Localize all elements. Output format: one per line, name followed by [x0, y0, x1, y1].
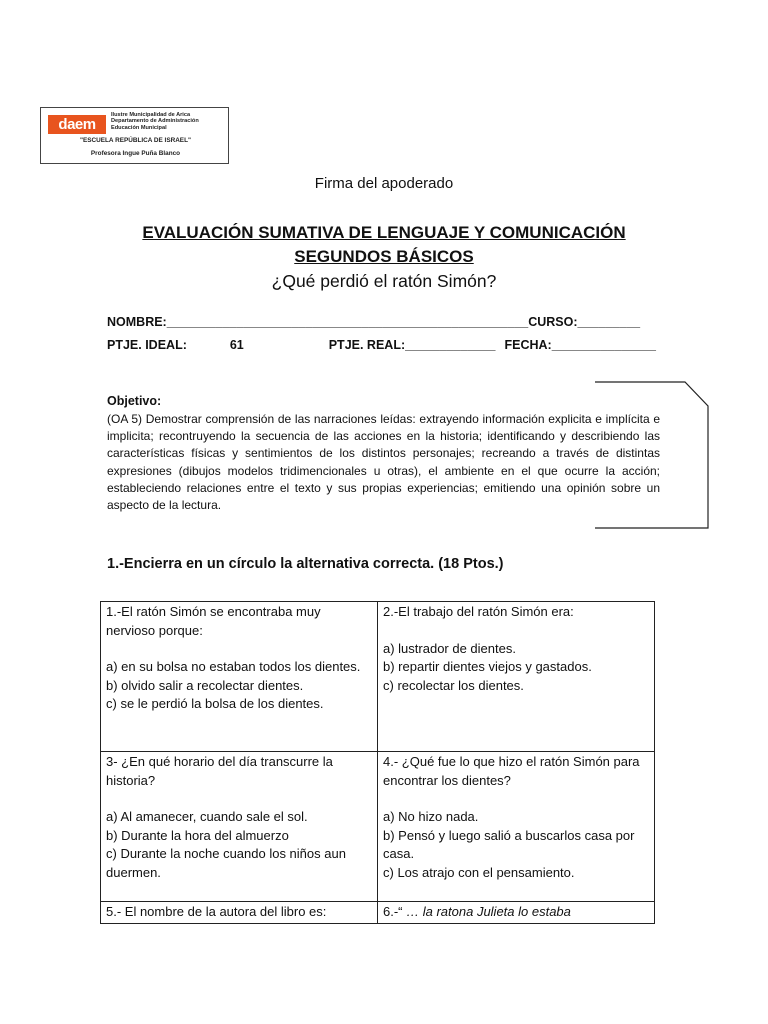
- logo-school-name: "ESCUELA REPÚBLICA DE ISRAEL": [79, 137, 192, 144]
- logo-line: Ilustre Municipalidad de Arica: [111, 112, 191, 118]
- score-box-shape: [595, 378, 715, 532]
- daem-logo-mark: daem: [48, 115, 106, 134]
- option-c[interactable]: c) se le perdió la bolsa de los dientes.: [106, 696, 324, 711]
- exam-title-line2: SEGUNDOS BÁSICOS: [294, 247, 474, 266]
- name-field[interactable]: ____________________________________________________: [166, 315, 529, 329]
- guardian-signature-label: Firma del apoderado: [314, 175, 454, 192]
- question-text: [383, 903, 649, 922]
- option-a[interactable]: a) en su bolsa no estaban todos los dientes.: [106, 659, 361, 674]
- objective-text: (OA 5) Demostrar comprensión de las narraciones leídas: extrayendo información explicita e implícita e implicita; recontruyendo la secuencia de las acciones en la historia; identificando y describiendo las características físicas y sentimientos de los distintos personajes; recreando a través de distintas expresiones (dibujos modelos tridimencionales u otras), el ambiente en el que ocurre la acción; estableciendo relaciones entre el texto y sus propias experiencias; emitiendo una opinión sobre un aspecto de la lectura.: [107, 412, 660, 513]
- exam-title: [0, 221, 768, 269]
- questions-table: [100, 601, 655, 924]
- ideal-score-value: 61: [229, 338, 244, 352]
- course-field[interactable]: _________: [577, 315, 641, 329]
- exam-subtitle: ¿Qué perdió el ratón Simón?: [271, 271, 497, 291]
- objective-label: Objetivo:: [107, 394, 162, 408]
- school-logo: [40, 107, 229, 164]
- question-quote: … la ratona Julieta lo estaba: [406, 904, 571, 919]
- course-label: CURSO:: [528, 315, 578, 329]
- real-score-field[interactable]: _____________: [405, 338, 496, 352]
- logo-teacher-name: Profesora Ingue Puña Blanco: [90, 150, 181, 157]
- date-field[interactable]: _______________: [551, 338, 656, 352]
- question-cell-5: [101, 902, 378, 924]
- question-cell-1: [101, 602, 378, 752]
- question-text: 4.- ¿Qué fue lo que hizo el ratón Simón para encontrar los dientes?: [383, 754, 640, 788]
- option-b[interactable]: b) repartir dientes viejos y gastados.: [383, 659, 592, 674]
- option-b[interactable]: b) olvido salir a recolectar dientes.: [106, 677, 304, 693]
- question-cell-3: [101, 752, 378, 902]
- question-cell-6: [378, 902, 655, 924]
- question-text: 5.- El nombre de la autora del libro es:: [106, 904, 327, 919]
- option-a[interactable]: a) No hizo nada.: [383, 809, 479, 824]
- question-cell-2: [378, 602, 655, 752]
- date-label: FECHA:: [504, 338, 552, 352]
- option-c[interactable]: c) Durante la noche cuando los niños aun duermen.: [106, 846, 346, 880]
- option-b[interactable]: b) Pensó y luego salió a buscarlos casa por casa.: [383, 827, 635, 861]
- name-label: NOMBRE:: [107, 315, 167, 329]
- name-course-row: [107, 315, 640, 329]
- logo-line: Departamento de Administración: [111, 118, 199, 125]
- option-c[interactable]: c) Los atrajo con el pensamiento.: [383, 864, 575, 880]
- question-text: 1.-El ratón Simón se encontraba muy nervioso porque:: [106, 604, 321, 638]
- option-a[interactable]: a) Al amanecer, cuando sale el sol.: [106, 809, 308, 824]
- exam-title-line1: EVALUACIÓN SUMATIVA DE LENGUAJE Y COMUNICACIÓN: [142, 223, 626, 242]
- question-cell-4: [378, 752, 655, 902]
- option-b[interactable]: b) Durante la hora del almuerzo: [106, 827, 289, 843]
- ideal-score-label: PTJE. IDEAL:: [107, 338, 187, 352]
- score-date-row: [107, 338, 656, 352]
- question-text: 3- ¿En qué horario del día transcurre la historia?: [106, 754, 333, 788]
- logo-institution-lines: [111, 112, 199, 131]
- question-prefix: 6.-“: [383, 904, 407, 919]
- section-1-heading: 1.-Encierra en un círculo la alternativa correcta. (18 Ptos.): [107, 556, 504, 572]
- question-text: 2.-El trabajo del ratón Simón era:: [383, 604, 574, 619]
- logo-line: Educación Municipal: [111, 124, 167, 131]
- real-score-label: PTJE. REAL:: [328, 338, 406, 352]
- option-c[interactable]: c) recolectar los dientes.: [383, 677, 524, 693]
- option-a[interactable]: a) lustrador de dientes.: [383, 640, 516, 656]
